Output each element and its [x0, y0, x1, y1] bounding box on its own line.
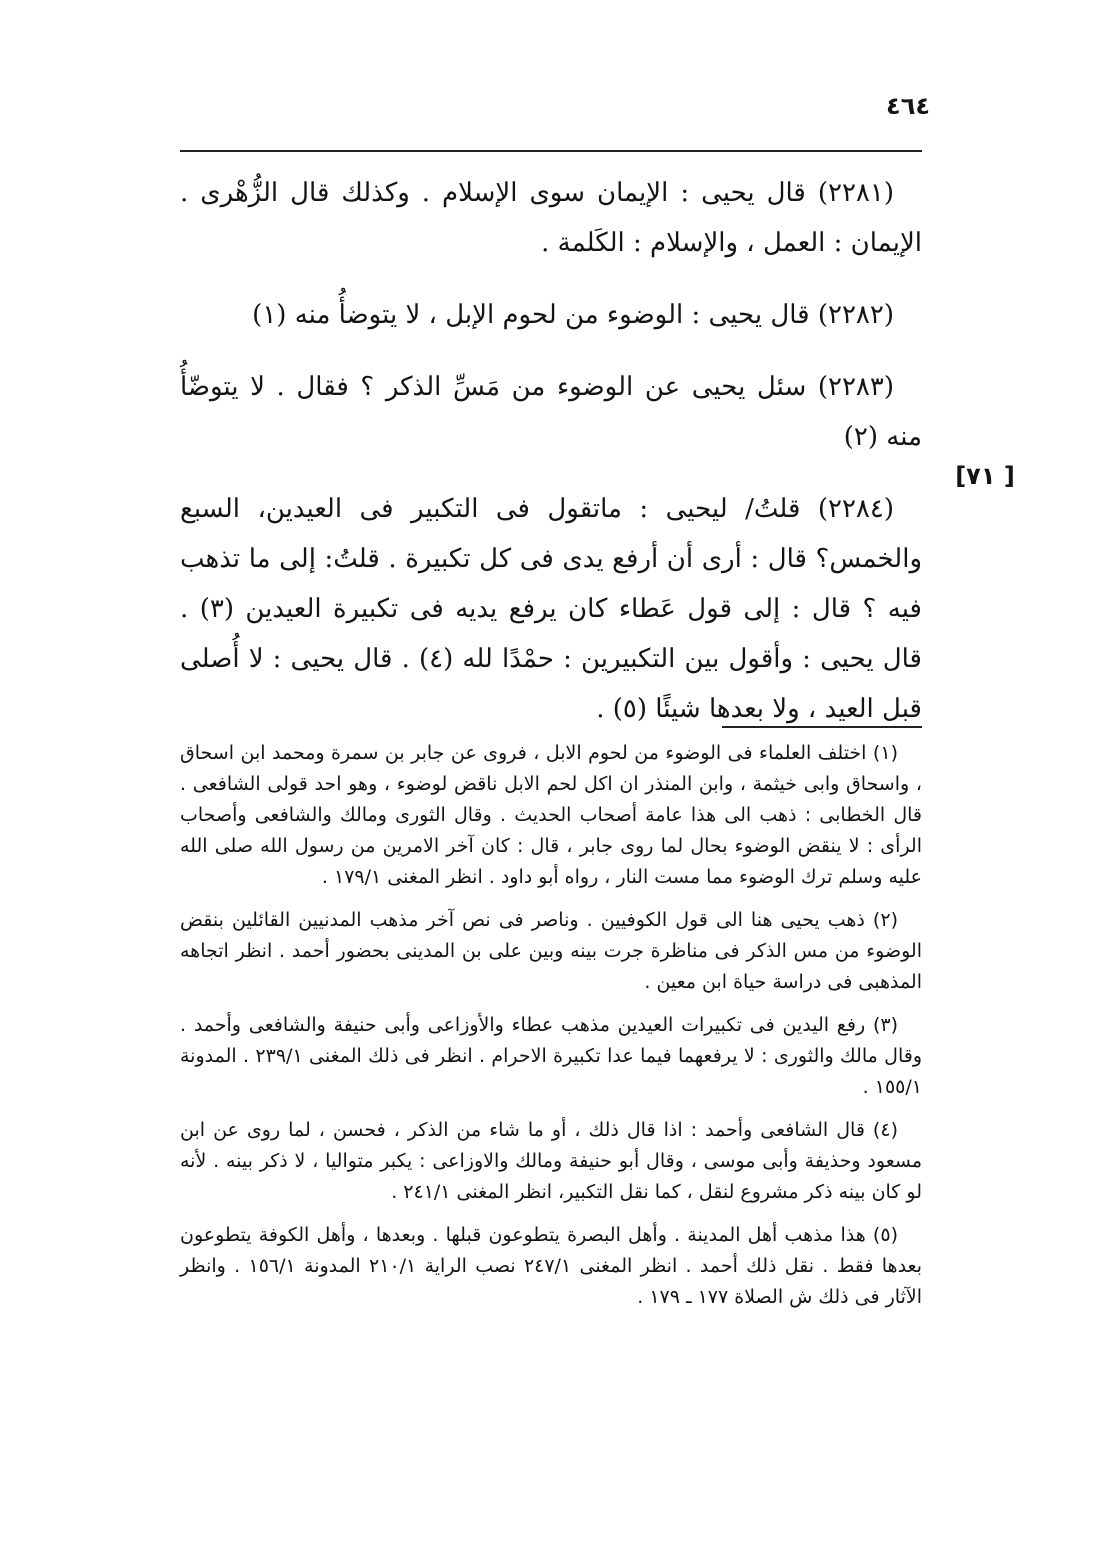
footnote-5: (٥) هذا مذهب أهل المدينة . وأهل البصرة يتطوعون قبلها . وبعدها ، وأهل الكوفة يتطوعون بعدها فقط . نقل ذلك أحمد . انظر المغنى ٢٤٧/١ نصب الراية ٢١٠/١ المدونة ١٥٦/١ . وانظر الآثار فى ذلك ش الصلاة ١٧٧ ـ ١٧٩ . — [180, 1224, 922, 1308]
footnote-2: (٢) ذهب يحيى هنا الى قول الكوفيين . وناصر فى نص آخر مذهب المدنيين القائلين بنقض الوضوء من مس الذكر فى مناظرة جرت بينه وبين على بن المدينى بحضور أحمد . انظر اتجاهه المذهبى فى دراسة حياة ابن معين . — [180, 909, 922, 993]
narration-2283: (٢٢٨٣) سئل يحيى عن الوضوء من مَسِّ الذكر ؟ فقال . لا يتوضّأُ منه (٢) — [180, 372, 922, 452]
page-number: ٤٦٤ — [886, 92, 930, 120]
footnote-divider — [722, 726, 922, 728]
narration-2281: (٢٢٨١) قال يحيى : الإيمان سوى الإسلام . وكذلك قال الزُّهْرى . الإيمان : العمل ، والإسلام : الكَلمة . — [180, 178, 922, 258]
footnotes — [180, 738, 922, 1325]
header-divider — [180, 150, 922, 152]
margin-page-reference: [٧١ ] — [955, 462, 1015, 490]
narration-2282: (٢٢٨٢) قال يحيى : الوضوء من لحوم الإبل ، لا يتوضأُ منه (١) — [252, 300, 894, 330]
footnote-4: (٤) قال الشافعى وأحمد : اذا قال ذلك ، أو ما شاء من الذكر ، فحسن ، لما روى عن ابن مسعود وحذيفة وأبى موسى ، وقال أبو حنيفة ومالك والاوزاعى : يكبر متواليا ، لا ذكر بينه . لأنه لو كان بينه ذكر مشروع لنقل ، كما نقل التكبير، انظر المغنى ٢٤١/١ . — [180, 1119, 922, 1203]
footnote-3: (٣) رفع اليدين فى تكبيرات العيدين مذهب عطاء والأوزاعى وأبى حنيفة والشافعى وأحمد . وقال مالك والثورى : لا يرفعهما فيما عدا تكبيرة الاحرام . انظر فى ذلك المغنى ٢٣٩/١ . المدونة ١٥٥/١ . — [180, 1014, 922, 1098]
main-text — [180, 168, 922, 734]
narration-2284: (٢٢٨٤) قلتُ/ ليحيى : ماتقول فى التكبير فى العيدين، السبع والخمس؟ قال : أرى أن أرفع يدى فى كل تكبيرة . قلتُ: إلى ما تذهب فيه ؟ قال : إلى قول عَطاء كان يرفع يديه فى تكبيرة العيدين (٣) . قال يحيى : وأقول بين التكبيرين : حمْدًا لله (٤) . قال يحيى : لا أُصلى قبل العيد ، ولا بعدها شيئًا (٥) . — [180, 494, 922, 724]
footnote-1: (١) اختلف العلماء فى الوضوء من لحوم الابل ، فروى عن جابر بن سمرة ومحمد ابن اسحاق ، واسحاق وابى خيثمة ، وابن المنذر ان اكل لحم الابل ناقض لوضوء ، وهو احد قولى الشافعى . قال الخطابى : ذهب الى هذا عامة أصحاب الحديث . وقال الثورى ومالك والشافعى وأصحاب الرأى : لا ينقض الوضوء بحال لما روى جابر ، قال : كان آخر الامرين من رسول الله صلى الله عليه وسلم ترك الوضوء مما مست النار ، رواه أبو داود . انظر المغنى ١٧٩/١ . — [180, 742, 922, 888]
